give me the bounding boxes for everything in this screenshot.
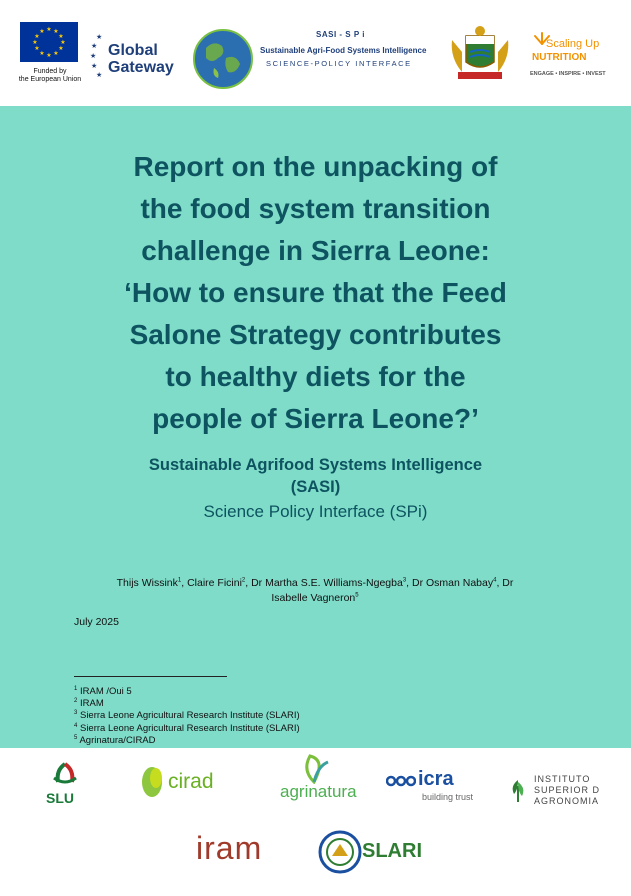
- slari-text: SLARI: [362, 840, 422, 862]
- scaling-line2: NUTRITION: [532, 52, 587, 63]
- slu-leaf-icon: [50, 760, 80, 788]
- subtitle-line1: Sustainable Agrifood Systems Intelligence: [148, 456, 483, 474]
- author-name: , Dr Martha S.E. Williams-Ngegba: [245, 577, 403, 589]
- author-ref: 3: [402, 577, 407, 584]
- footnote-item: [74, 735, 300, 747]
- svg-text:★: ★: [39, 28, 45, 35]
- svg-text:★: ★: [53, 50, 59, 57]
- footnote-text: Sierra Leone Agricultural Research Institute (SLARI): [79, 710, 300, 722]
- svg-text:★: ★: [96, 33, 103, 41]
- svg-text:★: ★: [91, 42, 98, 50]
- svg-text:★: ★: [46, 52, 52, 59]
- sasi-title: SASI - S P i: [316, 30, 365, 39]
- star-circle-icon: [90, 32, 110, 80]
- footnote-item: [74, 686, 300, 698]
- svg-text:★: ★: [32, 39, 38, 46]
- eu-caption-line1: Funded by: [33, 68, 67, 75]
- svg-text:★: ★: [60, 39, 66, 46]
- footnote-num: 2: [74, 698, 78, 705]
- svg-text:★: ★: [34, 45, 40, 52]
- title-line: people of Sierra Leone?’: [152, 403, 479, 434]
- author-name: Thijs Wissink: [116, 577, 178, 589]
- isa-tree-icon: [508, 776, 528, 804]
- title-line: to healthy diets for the: [165, 361, 466, 392]
- svg-text:★: ★: [58, 33, 64, 40]
- cirad-logo: [140, 764, 220, 804]
- agrinatura-logo: [278, 752, 358, 808]
- svg-text:★: ★: [53, 28, 59, 35]
- title-line: challenge in Sierra Leone:: [141, 235, 490, 266]
- sasi-line2: SCIENCE-POLICY INTERFACE: [266, 59, 412, 68]
- author-ref: 4: [493, 577, 497, 584]
- slu-text: SLU: [46, 790, 74, 806]
- svg-text:★: ★: [58, 45, 64, 52]
- cirad-text: cirad: [168, 770, 214, 793]
- footnote-num: 4: [74, 722, 78, 729]
- footnote-num: 1: [74, 685, 78, 692]
- sasi-line1: Sustainable Agri-Food Systems Intelligence: [260, 46, 427, 55]
- agrinatura-leaf-icon: [296, 752, 332, 784]
- svg-text:★: ★: [91, 62, 98, 70]
- svg-text:★: ★: [39, 50, 45, 57]
- footnote-divider: [74, 676, 227, 677]
- agrinatura-text: agrinatura: [280, 782, 357, 801]
- isa-logo: [508, 774, 618, 814]
- sasi-logo: [190, 24, 440, 94]
- subtitle-spi: Science Policy Interface (SPi): [203, 502, 428, 521]
- svg-text:★: ★: [90, 52, 97, 60]
- svg-text:★: ★: [46, 26, 52, 33]
- author-name: Isabelle Vagneron: [271, 592, 356, 604]
- isa-line3: AGRONOMIA: [534, 796, 600, 806]
- footnote-item: [74, 710, 300, 722]
- globe-icon: [192, 28, 254, 90]
- isa-line2: SUPERIOR D: [534, 785, 601, 795]
- subtitle-sasi: [40, 454, 591, 498]
- footnotes: [74, 686, 300, 747]
- footnote-text: Sierra Leone Agricultural Research Institute (SLARI): [79, 722, 300, 734]
- iram-logo: iram: [196, 830, 263, 866]
- footnote-item: [74, 723, 300, 735]
- footnote-text: IRAM /Oui 5: [79, 686, 132, 697]
- eu-caption: [14, 68, 86, 84]
- report-date: July 2025: [74, 616, 119, 628]
- eu-flag-logo: [20, 22, 78, 64]
- global-gateway-logo: [90, 32, 190, 82]
- title-line: Salone Strategy contributes: [129, 319, 502, 350]
- footnote-text: IRAM: [79, 698, 104, 710]
- footnote-item: [74, 698, 300, 710]
- author-ref: 1: [177, 577, 182, 584]
- report-title: [40, 146, 591, 440]
- svg-text:★: ★: [96, 71, 103, 79]
- author-name: , Dr Osman Nabay: [406, 577, 494, 589]
- icra-text: icra: [418, 768, 454, 790]
- eu-caption-line2: the European Union: [18, 76, 82, 83]
- icra-logo: [384, 770, 476, 810]
- title-line: Report on the unpacking of: [133, 151, 498, 182]
- slari-logo: [318, 830, 438, 876]
- author-name: , Dr: [496, 577, 514, 589]
- isa-line1: INSTITUTO: [534, 774, 591, 784]
- header-logo-bar: [0, 0, 631, 106]
- slu-logo: [44, 760, 88, 806]
- title-line: ‘How to ensure that the Feed: [124, 277, 507, 308]
- author-name: , Claire Ficini: [181, 577, 242, 589]
- subtitle-line2: (SASI): [290, 478, 341, 496]
- sierra-leone-coat-of-arms: [448, 22, 512, 82]
- cover-panel: [0, 106, 631, 748]
- author-ref: 2: [241, 577, 246, 584]
- slari-seal-icon: [318, 830, 362, 874]
- icra-circles-icon: [386, 774, 416, 788]
- cirad-leaf-icon: [140, 764, 166, 798]
- svg-text:★: ★: [34, 33, 40, 40]
- footer-logo-bar: [0, 748, 631, 896]
- title-line: the food system transition: [140, 193, 491, 224]
- scaling-tagline: ENGAGE • INSPIRE • INVEST: [530, 71, 606, 77]
- icra-tagline: building trust: [422, 792, 474, 802]
- global-gateway-line1: Global: [108, 42, 158, 59]
- authors: [80, 576, 550, 606]
- global-gateway-line2: Gateway: [108, 59, 174, 76]
- footnote-text: Agrinatura/CIRAD: [79, 734, 156, 746]
- footnote-num: 3: [74, 710, 78, 717]
- author-ref: 5: [355, 592, 359, 599]
- scaling-up-nutrition-logo: [528, 30, 624, 84]
- footnote-num: 5: [74, 734, 78, 741]
- scaling-line1: Scaling Up: [546, 38, 600, 50]
